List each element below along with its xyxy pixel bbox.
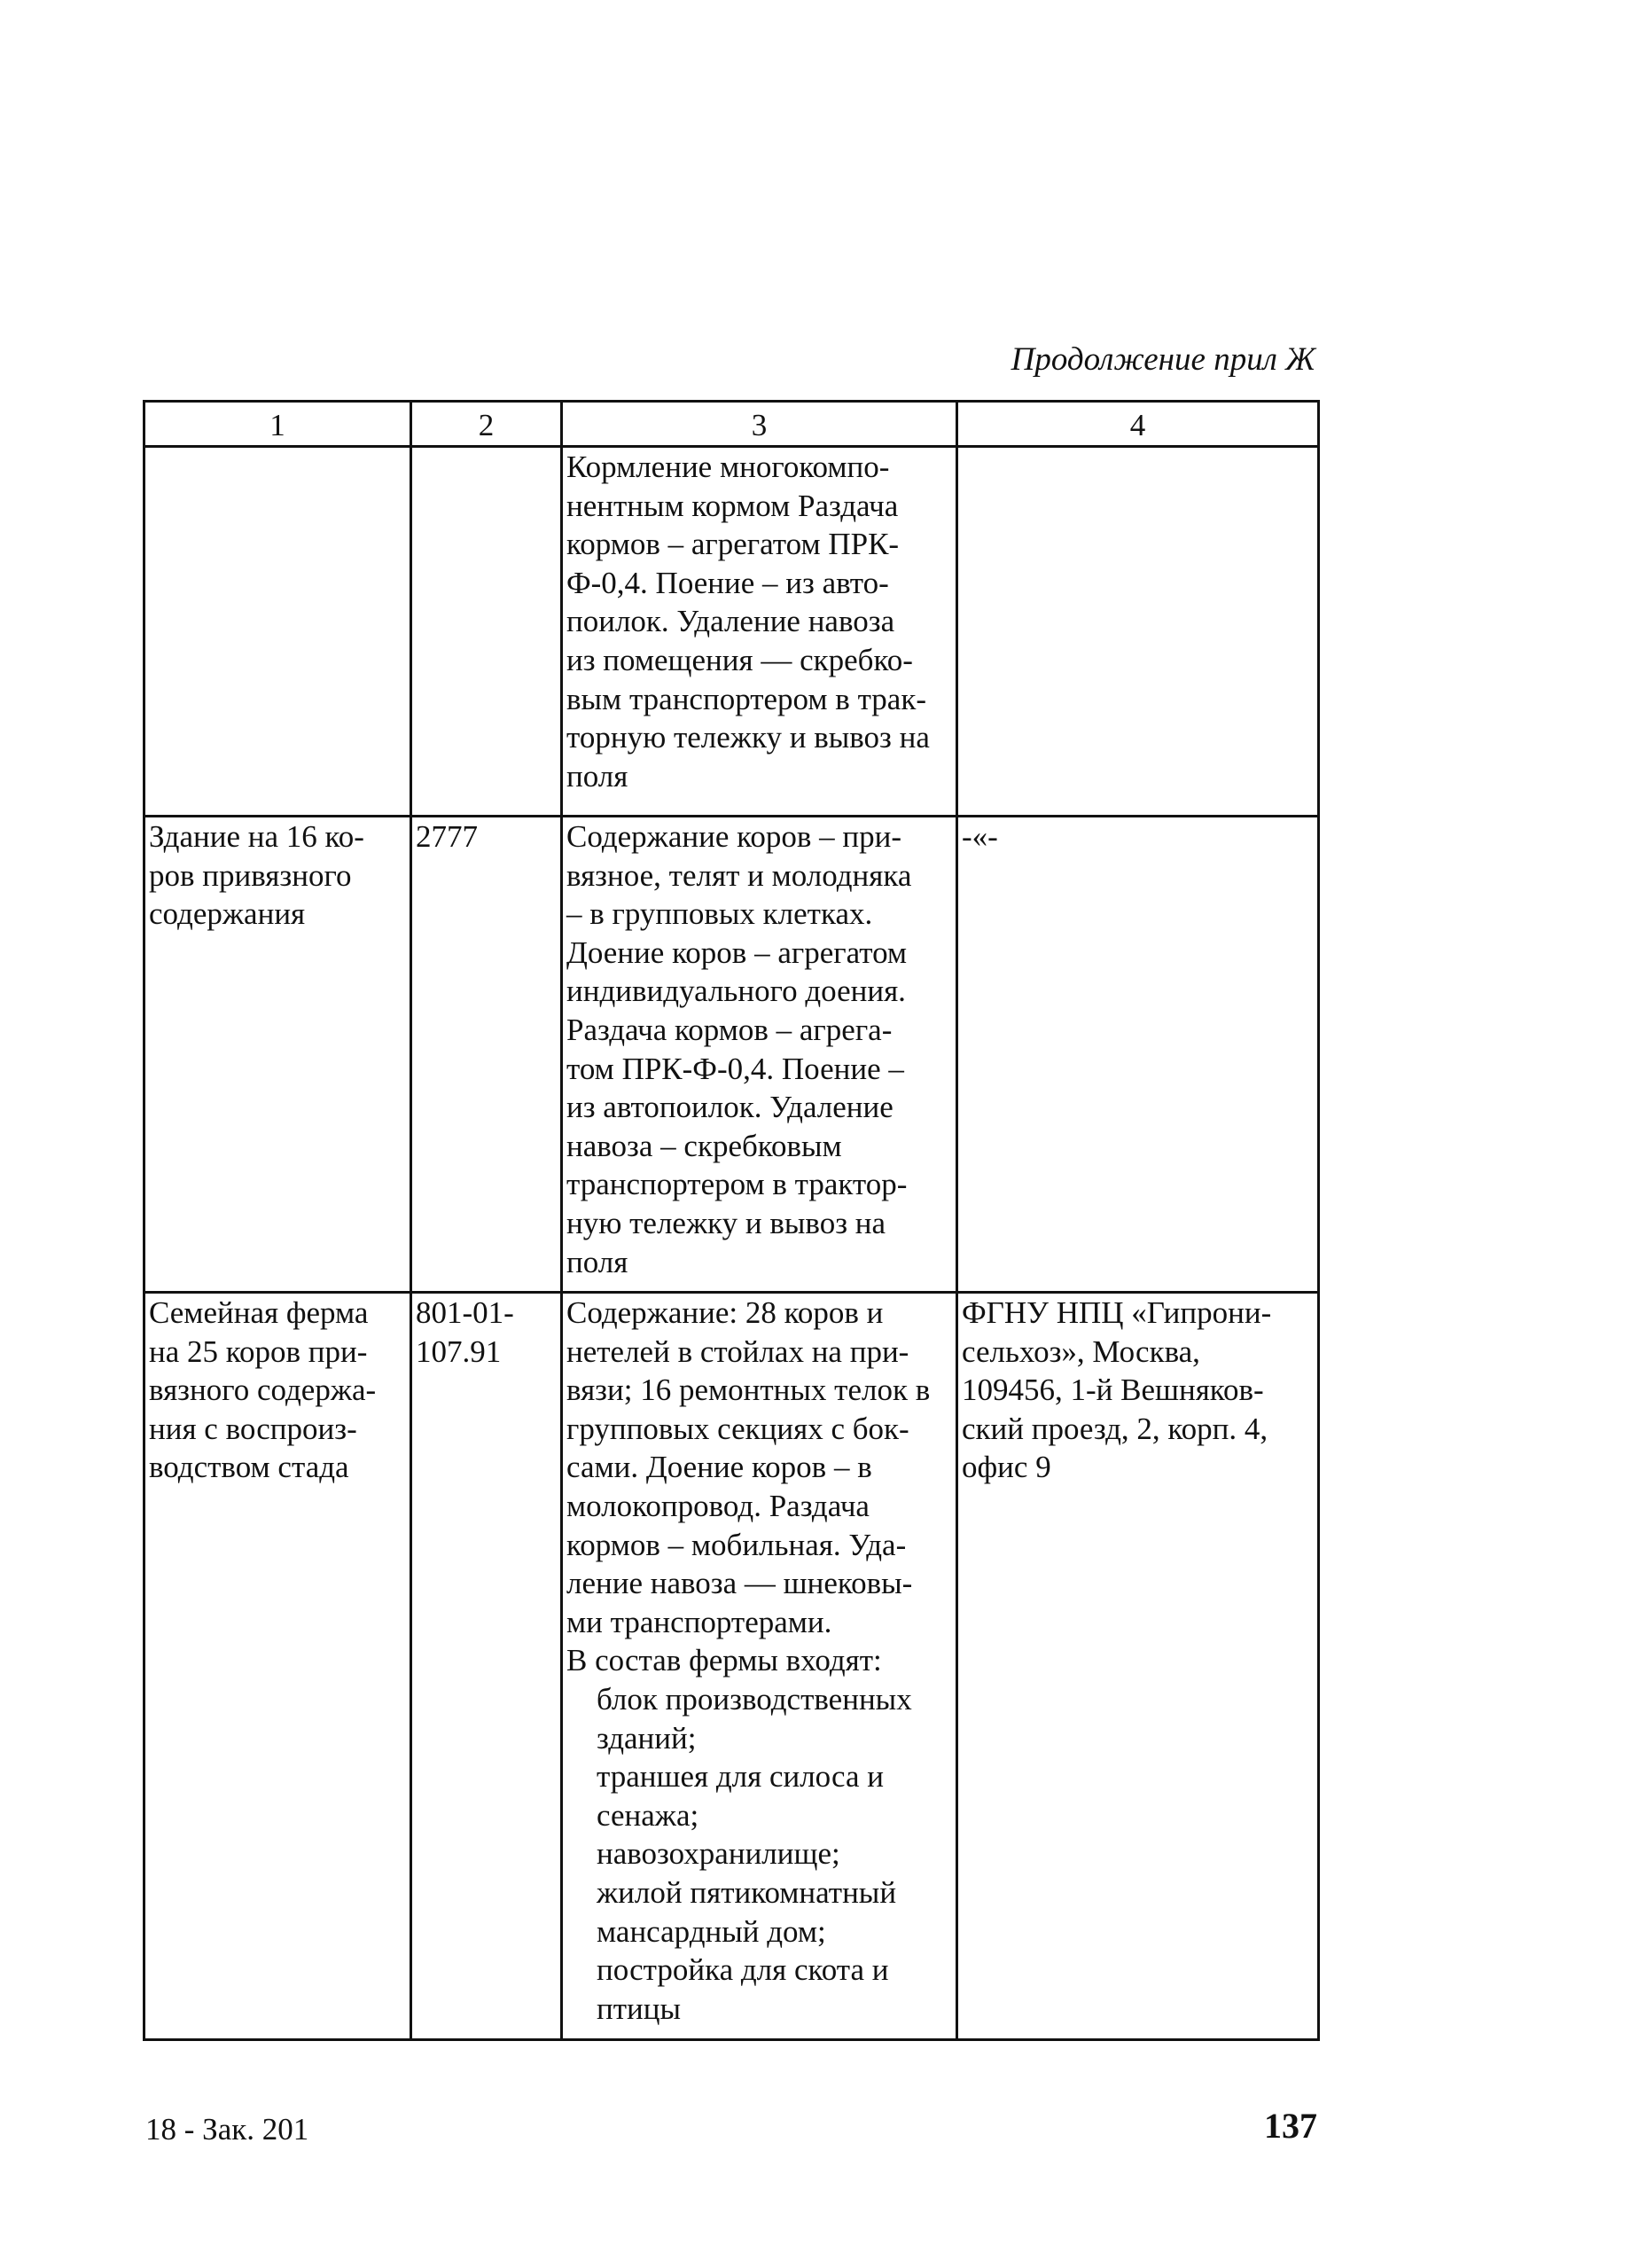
cell-line: молокопровод. Раздача	[566, 1488, 870, 1523]
column-header-1: 1	[144, 402, 411, 447]
cell-line: вым транспортером в трак-	[566, 681, 926, 716]
table-row	[144, 817, 1319, 1293]
cell-line: Раздача кормов – агрега-	[566, 1012, 893, 1047]
cell-line: ский проезд, 2, корп. 4,	[962, 1411, 1268, 1446]
table-row	[144, 1293, 1319, 2040]
cell-line: поля	[566, 758, 628, 794]
project-number-cell	[411, 817, 562, 1293]
cell-line: Содержание коров – при-	[566, 819, 902, 854]
cell-line: Кормление многокомпо-	[566, 450, 890, 484]
column-header-3: 3	[562, 402, 957, 447]
list-item: сенажа;	[597, 1797, 699, 1833]
object-name-cell	[144, 1293, 411, 2040]
cell-line: – в групповых клетках.	[566, 896, 873, 932]
cell-line: Содержание: 28 коров и	[566, 1295, 884, 1330]
project-number-cell	[411, 447, 562, 817]
cell-line: кормов – агрегатом ПРК-	[566, 527, 900, 562]
cell-line: вязи; 16 ремонтных телок в	[566, 1373, 931, 1408]
order-footer: 18 - Зак. 201	[145, 2112, 309, 2147]
developer-cell	[957, 447, 1319, 817]
cell-line: поля	[566, 1244, 628, 1279]
cell-line: кормов – мобильная. Уда-	[566, 1527, 907, 1562]
cell-line: из автопоилок. Удаление	[566, 1090, 894, 1125]
cell-line: вязного содержа-	[149, 1373, 377, 1408]
cell-line: 2777	[416, 819, 478, 854]
developer-cell	[957, 1293, 1319, 2040]
column-header-4: 4	[957, 402, 1319, 447]
cell-line: 107.91	[416, 1333, 502, 1369]
technology-cell	[562, 447, 957, 817]
cell-line: водством стада	[149, 1450, 349, 1485]
cell-line: ную тележку и вывоз на	[566, 1205, 886, 1240]
list-item: птицы	[597, 1990, 682, 2026]
cell-line: торную тележку и вывоз на	[566, 720, 930, 755]
page-number: 137	[1264, 2106, 1317, 2146]
list-item: траншея для силоса и	[597, 1759, 885, 1795]
cell-line: 109456, 1-й Вешняков-	[962, 1373, 1264, 1408]
ditto-mark: -«-	[962, 819, 998, 854]
cell-line: транспортером в трактор-	[566, 1167, 908, 1202]
cell-line: том ПРК-Ф-0,4. Поение –	[566, 1051, 904, 1086]
cell-line: Доение коров – агрегатом	[566, 935, 908, 970]
cell-line: содержания	[149, 896, 306, 932]
list-item: навозохранилище;	[597, 1836, 840, 1872]
table-header-row	[144, 402, 1319, 447]
cell-line: сами. Доение коров – в	[566, 1450, 872, 1485]
cell-line: индивидуального доения.	[566, 974, 906, 1009]
cell-line: сельхоз», Москва,	[962, 1333, 1200, 1369]
table-row	[144, 447, 1319, 817]
cell-line: поилок. Удаление навоза	[566, 604, 895, 639]
cell-line: офис 9	[962, 1450, 1051, 1485]
cell-line: из помещения — скребко-	[566, 642, 913, 677]
technology-cell	[562, 1293, 957, 2040]
cell-line: 801-01-	[416, 1295, 514, 1330]
cell-line: ния с воспроиз-	[149, 1411, 357, 1446]
cell-line: нетелей в стойлах на при-	[566, 1333, 909, 1369]
project-number-cell	[411, 1293, 562, 2040]
cell-line: нентным кормом Раздача	[566, 488, 899, 523]
cell-line: ми транспортерами.	[566, 1604, 832, 1639]
list-item: мансардный дом;	[597, 1913, 826, 1949]
list-intro: В состав фермы входят:	[566, 1643, 882, 1678]
continuation-title: Продолжение прил Ж	[1011, 341, 1315, 378]
cell-line: ление навоза — шнековы-	[566, 1566, 913, 1601]
list-item: зданий;	[597, 1720, 697, 1756]
cell-line: на 25 коров при-	[149, 1333, 368, 1369]
list-item: жилой пятикомнатный	[597, 1874, 897, 1910]
column-header-2: 2	[411, 402, 562, 447]
cell-line: Здание на 16 ко-	[149, 819, 364, 854]
list-item: блок производственных	[597, 1681, 912, 1717]
object-name-cell	[144, 817, 411, 1293]
cell-line: навоза – скребковым	[566, 1128, 842, 1163]
appendix-table	[143, 400, 1320, 2041]
list-item: постройка для скота и	[597, 1952, 889, 1988]
object-name-cell	[144, 447, 411, 817]
cell-line: вязное, телят и молодняка	[566, 857, 912, 893]
cell-line: Семейная ферма	[149, 1295, 369, 1330]
cell-line: Ф-0,4. Поение – из авто-	[566, 565, 889, 600]
cell-line: ров привязного	[149, 857, 352, 893]
cell-line: групповых секциях с бок-	[566, 1411, 909, 1446]
technology-cell	[562, 817, 957, 1293]
developer-cell	[957, 817, 1319, 1293]
cell-line: ФГНУ НПЦ «Гипрони-	[962, 1295, 1272, 1330]
